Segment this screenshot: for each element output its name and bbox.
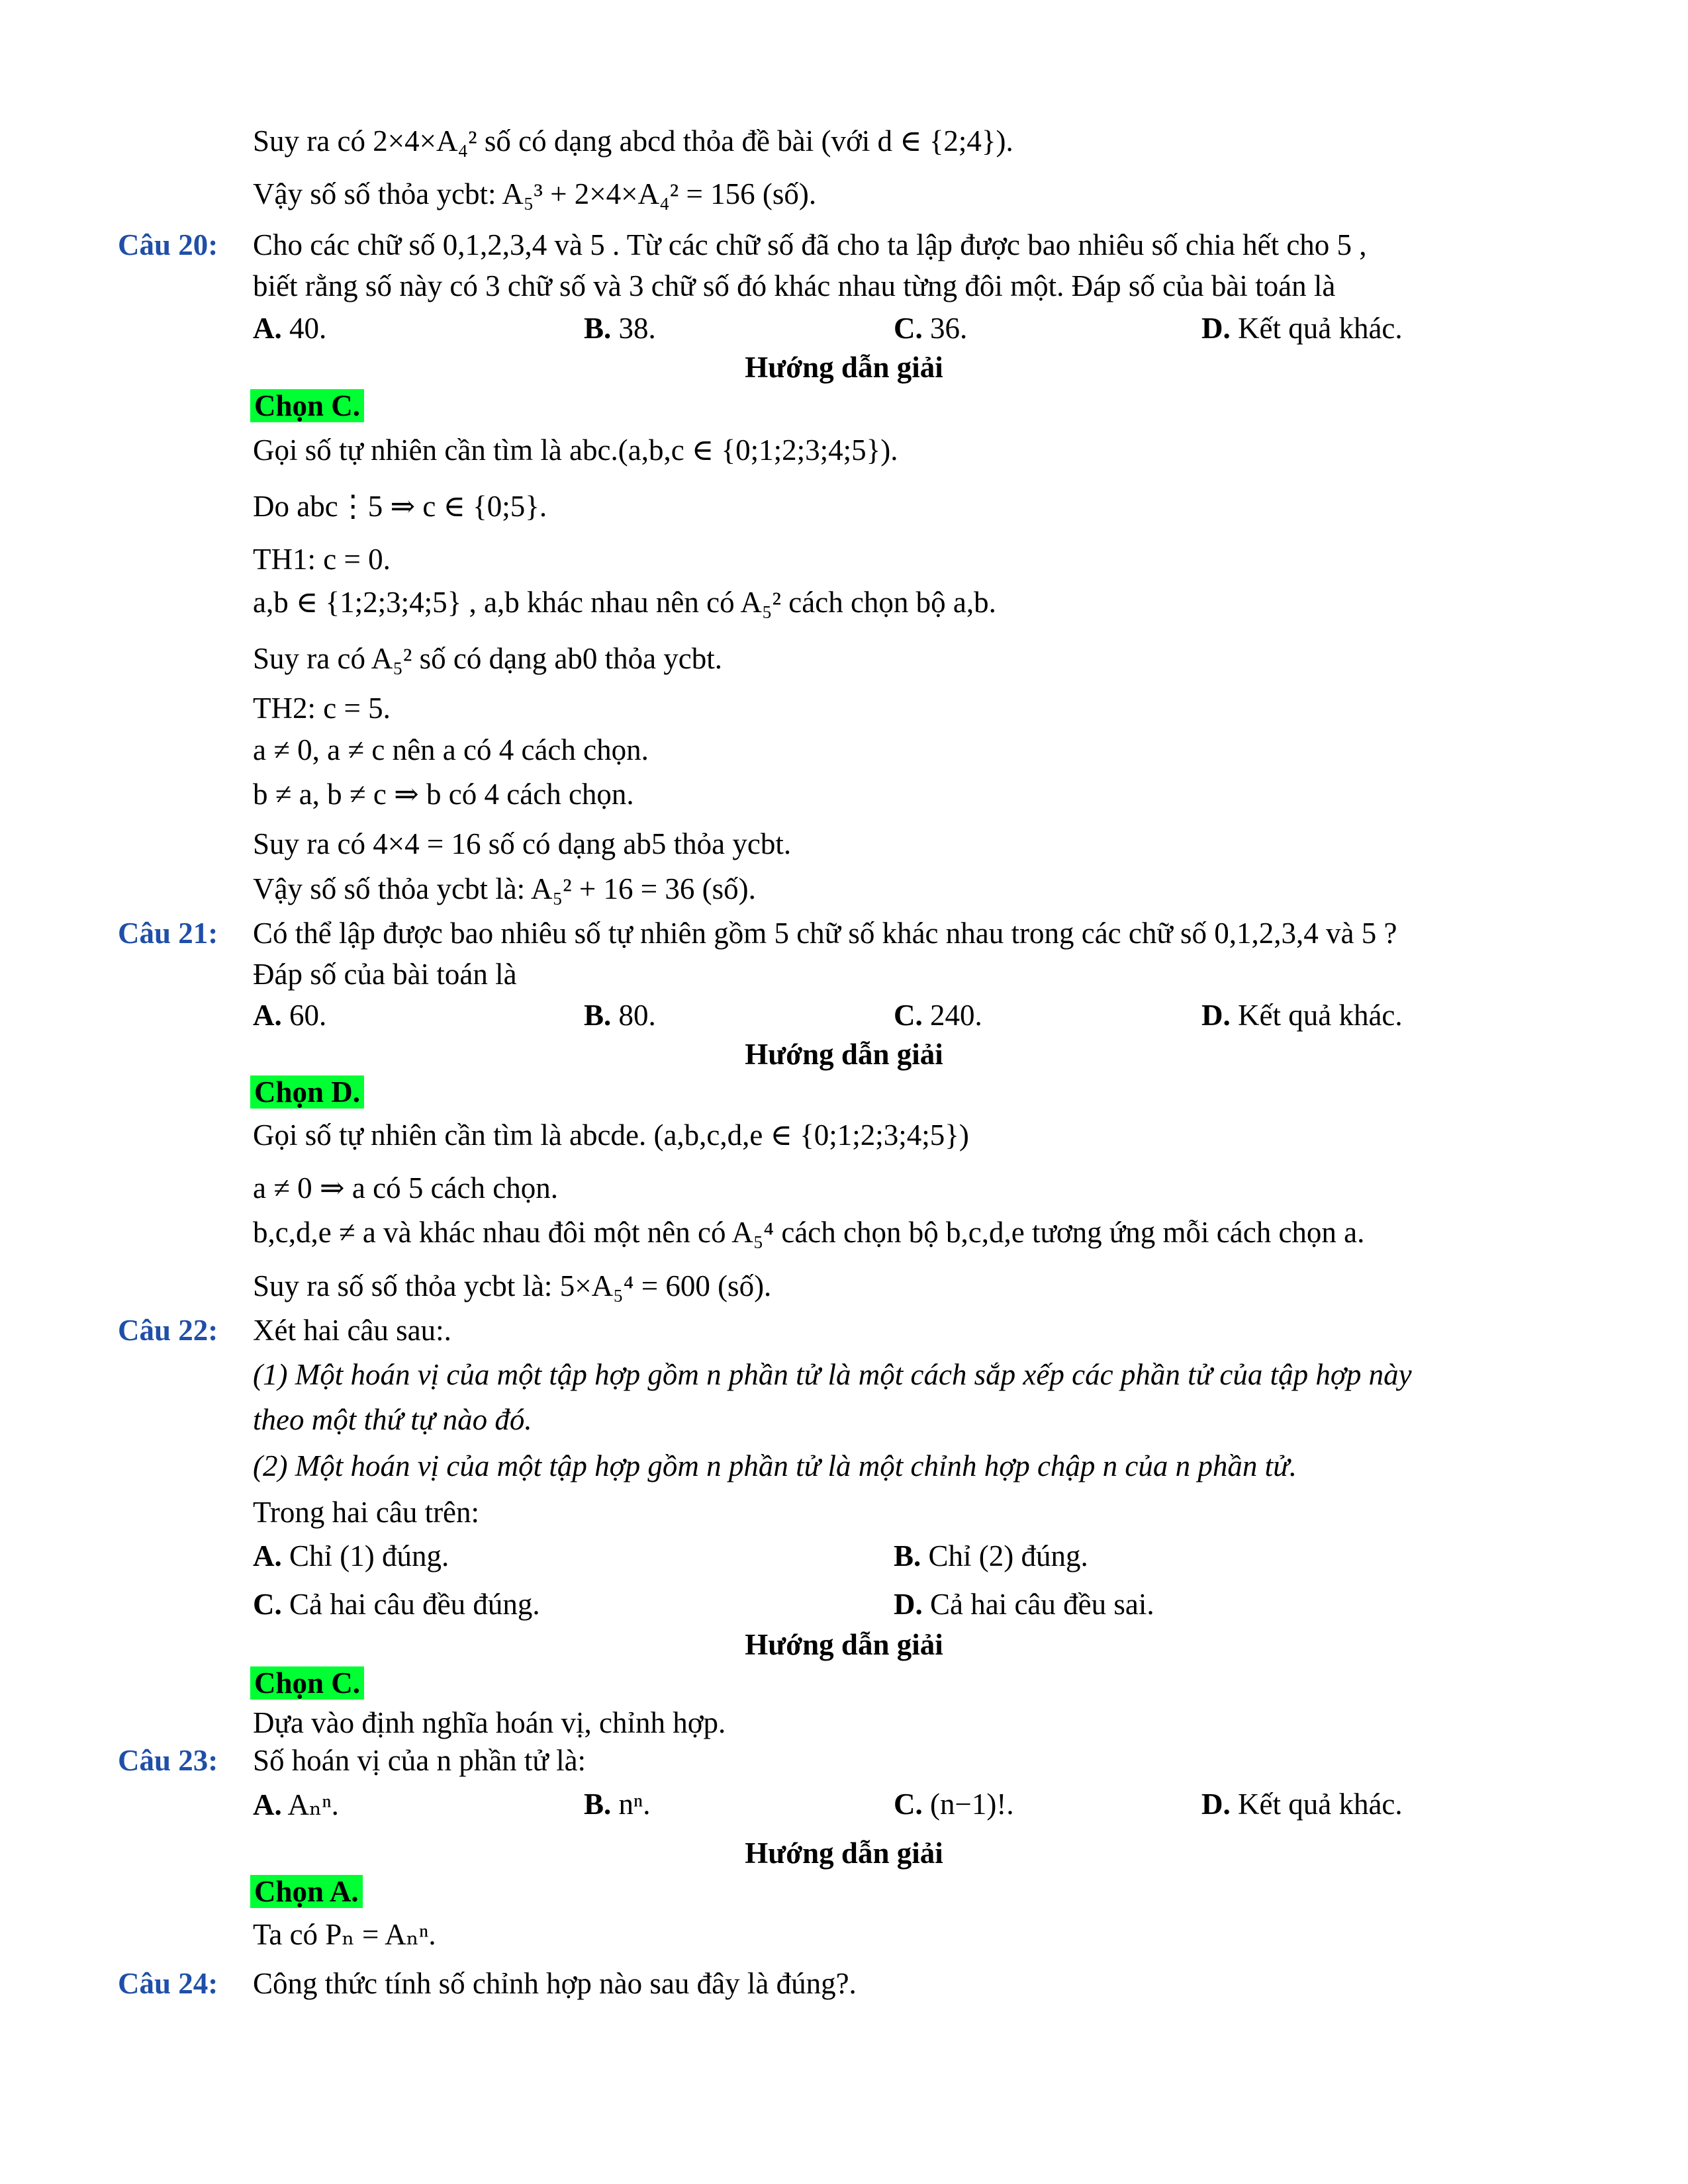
solution-line: Vậy số số thỏa ycbt là: A₅² + 16 = 36 (số). <box>253 872 756 905</box>
text-line: Suy ra có 2×4×A₄² số có dạng abcd thỏa đề bài (với d ∈ {2;4}). <box>253 124 1013 158</box>
option-b: B. 80. <box>584 999 656 1032</box>
question-text: theo một thứ tự nào đó. <box>253 1403 532 1436</box>
solution-line: Do abc⋮5 ⇒ c ∈ {0;5}. <box>253 490 547 523</box>
option-b: B. 38. <box>584 312 656 345</box>
solution-heading: Hướng dẫn giải <box>745 1038 943 1071</box>
solution-line: Suy ra có 4×4 = 16 số có dạng ab5 thỏa ycbt. <box>253 827 792 860</box>
question-text: Cho các chữ số 0,1,2,3,4 và 5 . Từ các chữ số đã cho ta lập được bao nhiêu số chia hết cho 5 , <box>253 228 1367 261</box>
solution-line: Dựa vào định nghĩa hoán vị, chỉnh hợp. <box>253 1706 726 1739</box>
option-c: C. (n−1)!. <box>894 1788 1014 1821</box>
question-text: Có thể lập được bao nhiêu số tự nhiên gồm 5 chữ số khác nhau trong các chữ số 0,1,2,3,4 và 5 ? <box>253 917 1397 950</box>
option-b: B. nⁿ. <box>584 1788 651 1821</box>
solution-heading: Hướng dẫn giải <box>745 1628 943 1661</box>
answer-badge: Chọn A. <box>250 1875 363 1909</box>
solution-heading: Hướng dẫn giải <box>745 1837 943 1870</box>
option-c: C. 240. <box>894 999 982 1032</box>
option-d: D. Cả hai câu đều sai. <box>894 1588 1154 1621</box>
option-d: D. Kết quả khác. <box>1201 1788 1403 1821</box>
question-label: Câu 21: <box>118 917 218 950</box>
answer-badge: Chọn C. <box>250 389 364 424</box>
option-c: C. Cả hai câu đều đúng. <box>253 1588 540 1621</box>
option-a: A. Aₙⁿ. <box>253 1788 339 1821</box>
solution-line: TH2: c = 5. <box>253 692 391 725</box>
question-label: Câu 23: <box>118 1744 218 1777</box>
solution-line: TH1: c = 0. <box>253 543 391 576</box>
solution-line: a ≠ 0 ⇒ a có 5 cách chọn. <box>253 1171 558 1205</box>
solution-line: b,c,d,e ≠ a và khác nhau đôi một nên có A₅⁴ cách chọn bộ b,c,d,e tương ứng mỗi cách chọn a. <box>253 1216 1365 1249</box>
option-d: D. Kết quả khác. <box>1201 999 1403 1032</box>
question-label: Câu 24: <box>118 1967 218 2000</box>
solution-line: Gọi số tự nhiên cần tìm là abc.(a,b,c ∈ {0;1;2;3;4;5}). <box>253 433 898 467</box>
option-a: A. 40. <box>253 312 327 345</box>
solution-line: Gọi số tự nhiên cần tìm là abcde. (a,b,c,d,e ∈ {0;1;2;3;4;5}) <box>253 1118 969 1152</box>
question-label: Câu 22: <box>118 1314 218 1347</box>
question-text: (1) Một hoán vị của một tập hợp gồm n phần tử là một cách sắp xếp các phần tử của tập hợp này <box>253 1358 1412 1391</box>
solution-line: Suy ra có A₅² số có dạng ab0 thỏa ycbt. <box>253 642 723 675</box>
answer-badge: Chọn D. <box>250 1075 364 1110</box>
option-a: A. 60. <box>253 999 327 1032</box>
option-c: C. 36. <box>894 312 968 345</box>
question-label: Câu 20: <box>118 228 218 261</box>
solution-line: Ta có Pₙ = Aₙⁿ. <box>253 1918 436 1951</box>
question-text: Xét hai câu sau:. <box>253 1314 451 1347</box>
option-b: B. Chỉ (2) đúng. <box>894 1539 1088 1572</box>
solution-line: b ≠ a, b ≠ c ⇒ b có 4 cách chọn. <box>253 778 634 811</box>
question-text: Công thức tính số chỉnh hợp nào sau đây là đúng?. <box>253 1967 857 2000</box>
question-text: Số hoán vị của n phần tử là: <box>253 1744 586 1777</box>
question-text: biết rằng số này có 3 chữ số và 3 chữ số đó khác nhau từng đôi một. Đáp số của bài toán là <box>253 269 1336 302</box>
question-text: Đáp số của bài toán là <box>253 958 517 991</box>
solution-line: Suy ra số số thỏa ycbt là: 5×A₅⁴ = 600 (số). <box>253 1269 772 1302</box>
solution-heading: Hướng dẫn giải <box>745 351 943 384</box>
answer-badge: Chọn C. <box>250 1666 364 1701</box>
question-text: (2) Một hoán vị của một tập hợp gồm n phần tử là một chỉnh hợp chập n của n phần tử. <box>253 1449 1297 1482</box>
text-line: Vậy số số thỏa ycbt: A₅³ + 2×4×A₄² = 156 (số). <box>253 177 817 210</box>
solution-line: a,b ∈ {1;2;3;4;5} , a,b khác nhau nên có A₅² cách chọn bộ a,b. <box>253 586 996 619</box>
solution-line: a ≠ 0, a ≠ c nên a có 4 cách chọn. <box>253 733 649 766</box>
option-d: D. Kết quả khác. <box>1201 312 1403 345</box>
question-text: Trong hai câu trên: <box>253 1496 480 1529</box>
option-a: A. Chỉ (1) đúng. <box>253 1539 449 1572</box>
